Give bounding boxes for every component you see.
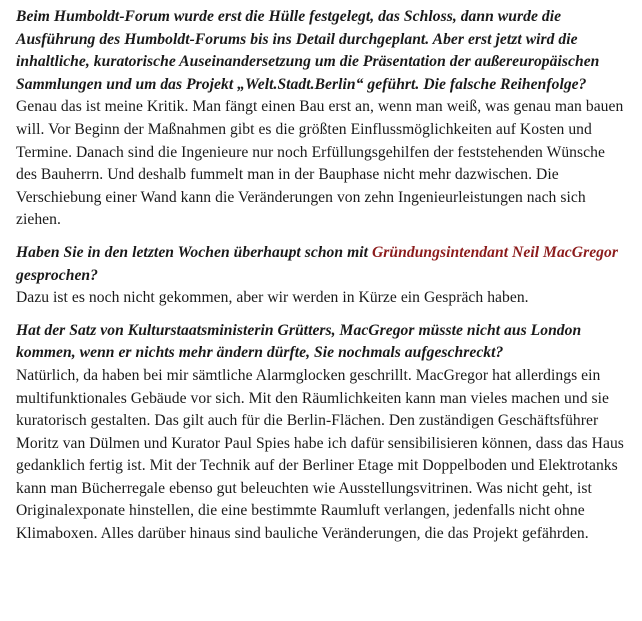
qa-block-3 bbox=[16, 320, 628, 546]
qa-block-2 bbox=[16, 242, 628, 310]
answer-3: Natürlich, da haben bei mir sämtliche Alarmglocken geschrillt. MacGregor hat allerdings ein multifunktionales Gebäude vor sich. Mit den Räumlichkeiten kann man vieles machen und sie kuratorisch gestalten. Das gilt auch für die Berlin-Flächen. Den zuständigen Geschäftsführer Moritz van Dülmen und Kurator Paul Spies habe ich dafür sensibilisieren können, dass das Haus gedanklich fertig ist. Mit der Technik auf der Berliner Etage mit Doppelboden und Elektrotanks kann man Bücherregale ebenso gut beleuchten wie Ausstellungsvitrinen. Was nicht geht, ist Originalexponate hinstellen, die eine bestimmte Raumluft verlangen, jedenfalls nicht ohne Klimaboxen. Alles darüber hinaus sind bauliche Veränderungen, die das Projekt gefährden. bbox=[16, 366, 624, 543]
question-1: Beim Humboldt-Forum wurde erst die Hülle festgelegt, das Schloss, dann wurde die Ausführung des Humboldt-Forums bis ins Detail durchgeplant. Aber erst jetzt wird die inhaltliche, kuratorische Auseinandersetzung um die Präsentation der außereuropäischen Sammlungen und um das Projekt „Welt.Stadt.Berlin“ geführt. Die falsche Reihenfolge? bbox=[16, 8, 600, 93]
question-3: Hat der Satz von Kulturstaatsministerin Grütters, MacGregor müsste nicht aus London kommen, wenn er nichts mehr ändern dürfte, Sie nochmals aufgeschreckt? bbox=[16, 321, 582, 362]
question-2-text-before: Haben Sie in den letzten Wochen überhaupt schon mit bbox=[16, 243, 372, 261]
qa-block-1 bbox=[16, 6, 628, 232]
answer-1: Genau das ist meine Kritik. Man fängt einen Bau erst an, wenn man weiß, was genau man bauen will. Vor Beginn der Maßnahmen gibt es die größten Einflussmöglichkeiten auf Kosten und Termine. Danach sind die Ingenieure nur noch Erfüllungsgehilfen der feststehenden Wünsche des Bauherrn. Und deshalb fummelt man in der Bauphase nicht mehr dazwischen. Die Verschiebung einer Wand kann die Veränderungen von zehn Ingenieurleistungen nach sich ziehen. bbox=[16, 98, 624, 229]
gruendungsintendant-link[interactable]: Gründungsintendant Neil MacGregor bbox=[371, 243, 618, 261]
question-2 bbox=[16, 242, 628, 287]
answer-2: Dazu ist es noch nicht gekommen, aber wir werden in Kürze ein Gespräch haben. bbox=[16, 289, 529, 307]
question-2-text-after: gesprochen? bbox=[16, 266, 98, 284]
